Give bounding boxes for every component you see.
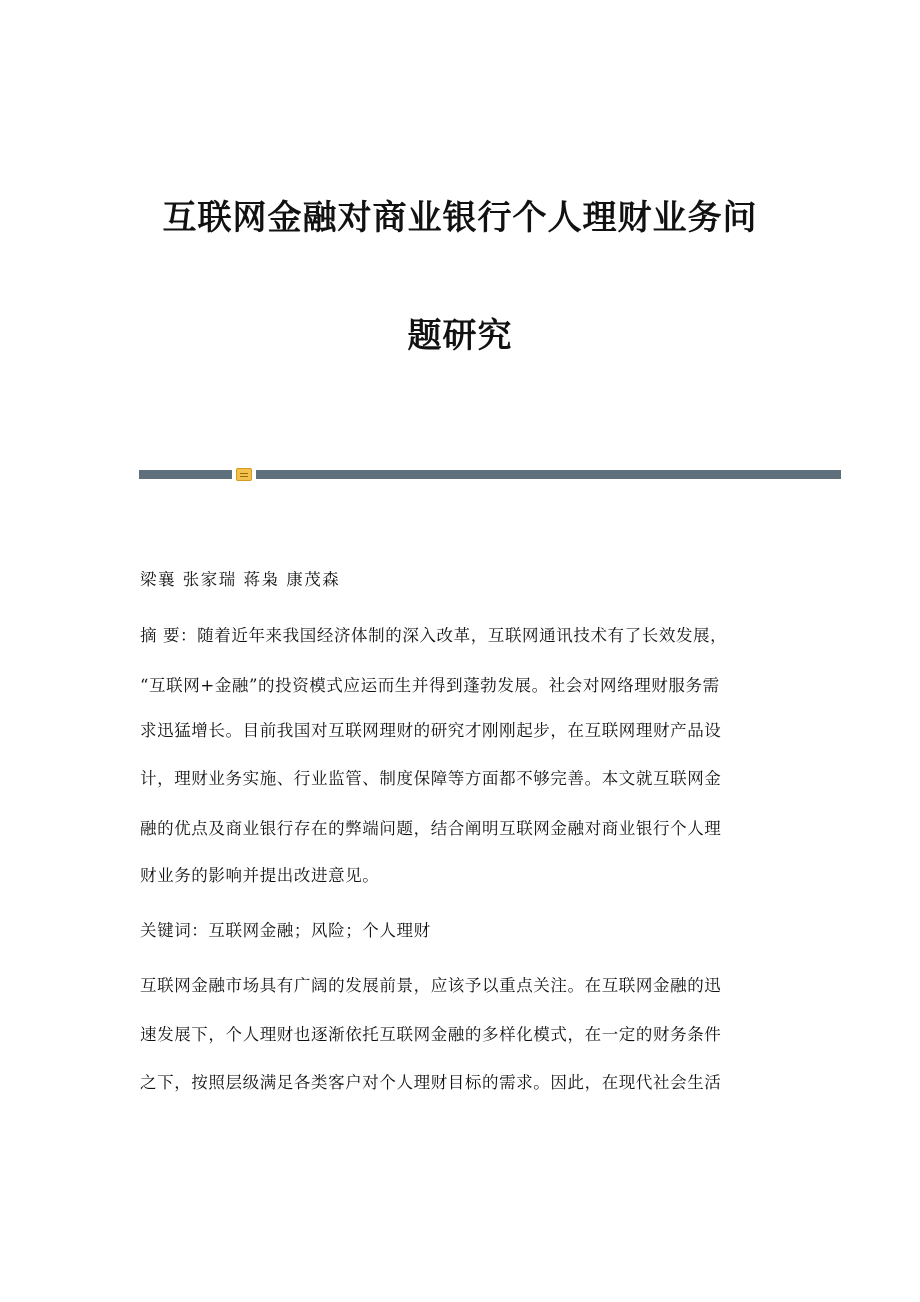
abstract-line: 计，理财业务实施、行业监管、制度保障等方面都不够完善。本文就互联网金 bbox=[140, 769, 722, 788]
abstract-line: 摘 要：随着近年来我国经济体制的深入改革，互联网通讯技术有了长效发展， bbox=[140, 626, 728, 645]
author-list: 梁襄 张家瑞 蒋枭 康茂森 bbox=[140, 570, 341, 589]
body-line: 速发展下，个人理财也逐渐依托互联网金融的多样化模式，在一定的财务条件 bbox=[140, 1025, 722, 1044]
title-divider-left bbox=[139, 470, 232, 479]
title-line-2: 题研究 bbox=[407, 316, 513, 356]
body-line: 互联网金融市场具有广阔的发展前景，应该予以重点关注。在互联网金融的迅 bbox=[140, 976, 722, 995]
abstract-line: 融的优点及商业银行存在的弊端问题，结合阐明互联网金融对商业银行个人理 bbox=[140, 819, 722, 838]
title-divider-right bbox=[256, 470, 841, 479]
abstract-line: 求迅猛增长。目前我国对互联网理财的研究才刚刚起步，在互联网理财产品设 bbox=[140, 721, 722, 740]
keywords-line: 关键词：互联网金融；风险；个人理财 bbox=[140, 921, 431, 940]
body-line: 之下，按照层级满足各类客户对个人理财目标的需求。因此，在现代社会生活 bbox=[140, 1073, 722, 1092]
title-line-1: 互联网金融对商业银行个人理财业务问 bbox=[162, 198, 758, 238]
document-divider-icon bbox=[236, 468, 252, 481]
abstract-line: “互联网+金融”的投资模式应运而生并得到蓬勃发展。社会对网络理财服务需 bbox=[140, 676, 720, 695]
abstract-line: 财业务的影响并提出改进意见。 bbox=[140, 866, 380, 885]
